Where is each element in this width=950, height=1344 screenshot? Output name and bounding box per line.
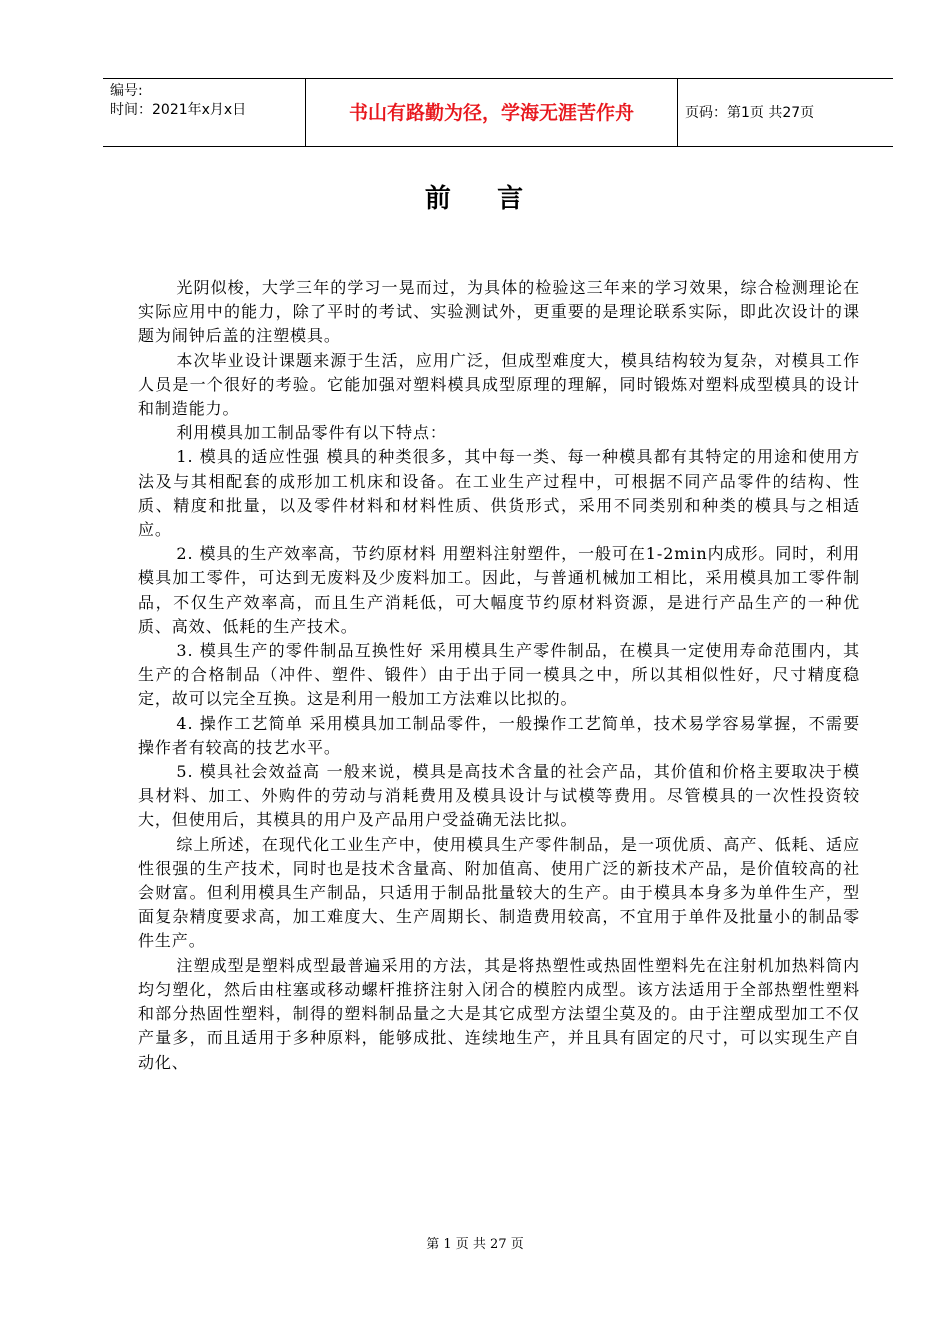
paragraph: 4. 操作工艺简单 采用模具加工制品零件，一般操作工艺简单，技术易学容易掌握，不需要操作者有较高的技艺水平。 [138, 713, 860, 757]
number-label: 编号: [110, 83, 143, 99]
paragraph: 3. 模具生产的零件制品互换性好 采用模具生产零件制品，在模具一定使用寿命范围内，其生产的合格制品（冲件、塑件、锻件）由于出于同一模具之中，所以其相似性好，尺寸精度稳定，故可以完全互换。这是利用一般加工方法难以比拟的。 [138, 641, 860, 709]
document-body [138, 276, 860, 1075]
paragraph: 综上所述，在现代化工业生产中，使用模具生产零件制品，是一项优质、高产、低耗、适应性很强的生产技术，同时也是技术含量高、附加值高、使用广泛的新技术产品，是价值较高的社会财富。但利用模具生产制品，只适用于制品批量较大的生产。由于模具本身多为单件生产，型面复杂精度要求高，加工难度大、生产周期长、制造费用较高，不宜用于单件及批量小的制品零件生产。 [138, 834, 860, 951]
header-info [110, 82, 246, 120]
header-motto: 书山有路勤为径，学海无涯苦作舟 [348, 102, 634, 124]
paragraph: 注塑成型是塑料成型最普遍采用的方法，其是将热塑性或热固性塑料先在注射机加热料筒内均匀塑化，然后由柱塞或移动螺杆推挤注射入闭合的模腔内成型。该方法适用于全部热塑性塑料和部分热固性塑料，制得的塑料制品量之大是其它成型方法望尘莫及的。由于注塑成型加工不仅产量多，而且适用于多种原料，能够成批、连续地生产，并且具有固定的尺寸，可以实现生产自动化、 [138, 955, 860, 1072]
document-title: 前 言 [424, 184, 526, 214]
paragraph: 本次毕业设计课题来源于生活，应用广泛，但成型难度大，模具结构较为复杂，对模具工作人员是一个很好的考验。它能加强对塑料模具成型原理的理解，同时锻炼对塑料成型模具的设计和制造能力。 [138, 350, 860, 419]
paragraph: 利用模具加工制品零件有以下特点： [176, 423, 447, 443]
paragraph: 2. 模具的生产效率高，节约原材料 用塑料注射塑件，一般可在1-2min内成形。同时，利用模具加工零件，可达到无废料及少废料加工。因此，与普通机械加工相比，采用模具加工零件制品，不仅生产效率高，而且生产消耗低，可大幅度节约原材料资源，是进行产品生产的一种优质、高效、低耗的生产技术。 [138, 544, 860, 636]
page-header [103, 78, 893, 147]
header-divider [677, 79, 678, 146]
page-footer: 第 1 页 共 27 页 [426, 1237, 524, 1252]
time-label: 时间：2021年x月x日 [110, 102, 247, 118]
paragraph: 1. 模具的适应性强 模具的种类很多，其中每一类、每一种模具都有其特定的用途和使用方法及与其相配套的成形加工机床和设备。在工业生产过程中，可根据不同产品零件的结构、性质、精度和批量，以及零件材料和材料性质、供货形式，采用不同类别和种类的模具与之相适应。 [138, 447, 860, 540]
paragraph: 5. 模具社会效益高 一般来说，模具是高技术含量的社会产品，其价值和价格主要取决于模具材料、加工、外购件的劳动与消耗费用及模具设计与试模等费用。尽管模具的一次性投资较大，但使用后，其模具的用户及产品用户受益确无法比拟。 [138, 762, 860, 830]
paragraph: 光阴似梭，大学三年的学习一晃而过，为具体的检验这三年来的学习效果，综合检测理论在实际应用中的能力，除了平时的考试、实验测试外，更重要的是理论联系实际，即此次设计的课题为闹钟后盖的注塑模具。 [138, 278, 860, 346]
header-page-info: 页码：第1页 共27页 [685, 105, 815, 121]
